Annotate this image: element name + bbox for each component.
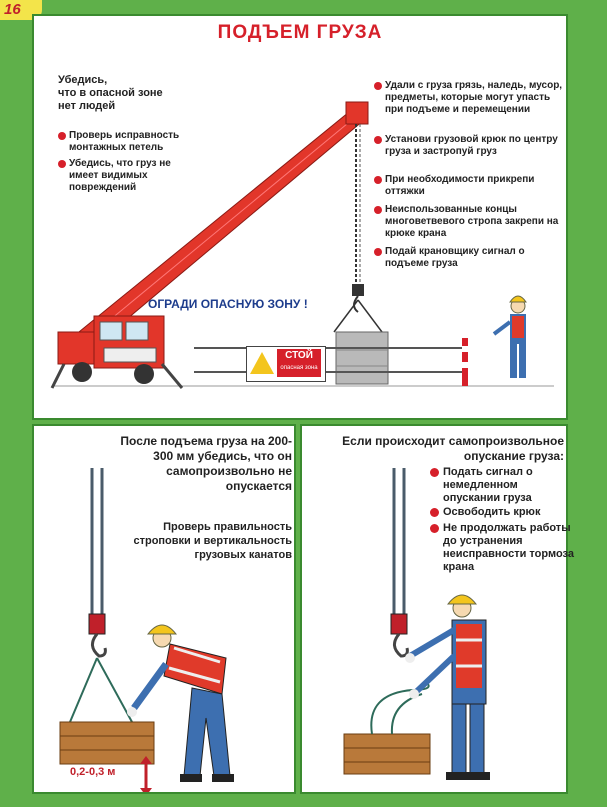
check-lift-illustration — [34, 426, 294, 792]
height-label: 0,2-0,3 м — [70, 766, 116, 778]
top-panel — [32, 14, 568, 420]
fence-label: ОГРАДИ ОПАСНУЮ ЗОНУ ! — [148, 297, 308, 311]
right-item-4: Неиспользованные концы многоветвевого стропа закрепи на крюке крана — [374, 204, 565, 240]
sign-sub-text: опасная зона — [280, 365, 318, 371]
danger-sign — [246, 346, 326, 382]
sign-panel — [277, 349, 321, 377]
page-title: ПОДЪЕМ ГРУЗА — [217, 22, 383, 43]
bottom-right-item-1: Подать сигнал о немедленном опускании груза — [430, 466, 575, 505]
right-item-3: При необходимости прикрепи оттяжки — [374, 174, 565, 198]
left-item-1: Проверь исправность монтажных петель — [58, 130, 219, 154]
bottom-left-heading: После подъема груза на 200-300 мм убедись, что он самопроизвольно не опускается — [120, 434, 292, 493]
bottom-right-panel — [300, 424, 574, 794]
left-heading: Убедись, что в опасной зоне нет людей — [58, 74, 163, 112]
page-number: 16 — [4, 1, 21, 18]
warning-triangle-icon — [250, 352, 274, 374]
bottom-left-panel — [32, 424, 296, 794]
release-hook-illustration — [302, 426, 566, 792]
left-item-2: Убедись, что груз не имеет видимых повреждений — [58, 158, 179, 194]
right-item-1: Удали с груза грязь, наледь, мусор, предметы, которые могут упасть при подъеме и перемещении — [374, 80, 565, 116]
bottom-right-heading: Если происходит самопроизвольное опускание груза: — [342, 434, 564, 463]
right-item-5: Подай крановщику сигнал о подъеме груза — [374, 246, 565, 270]
right-item-2: Установи грузовой крюк по центру груза и застропуй груз — [374, 134, 565, 158]
sign-main-text: СТОЙ — [285, 350, 313, 361]
bottom-left-subheading: Проверь правильность строповки и вертикальность грузовых канатов — [133, 521, 292, 561]
bottom-right-item-3: Не продолжать работы до устранения неисправности тормоза крана — [430, 522, 575, 574]
bottom-right-item-2: Освободить крюк — [430, 506, 575, 519]
